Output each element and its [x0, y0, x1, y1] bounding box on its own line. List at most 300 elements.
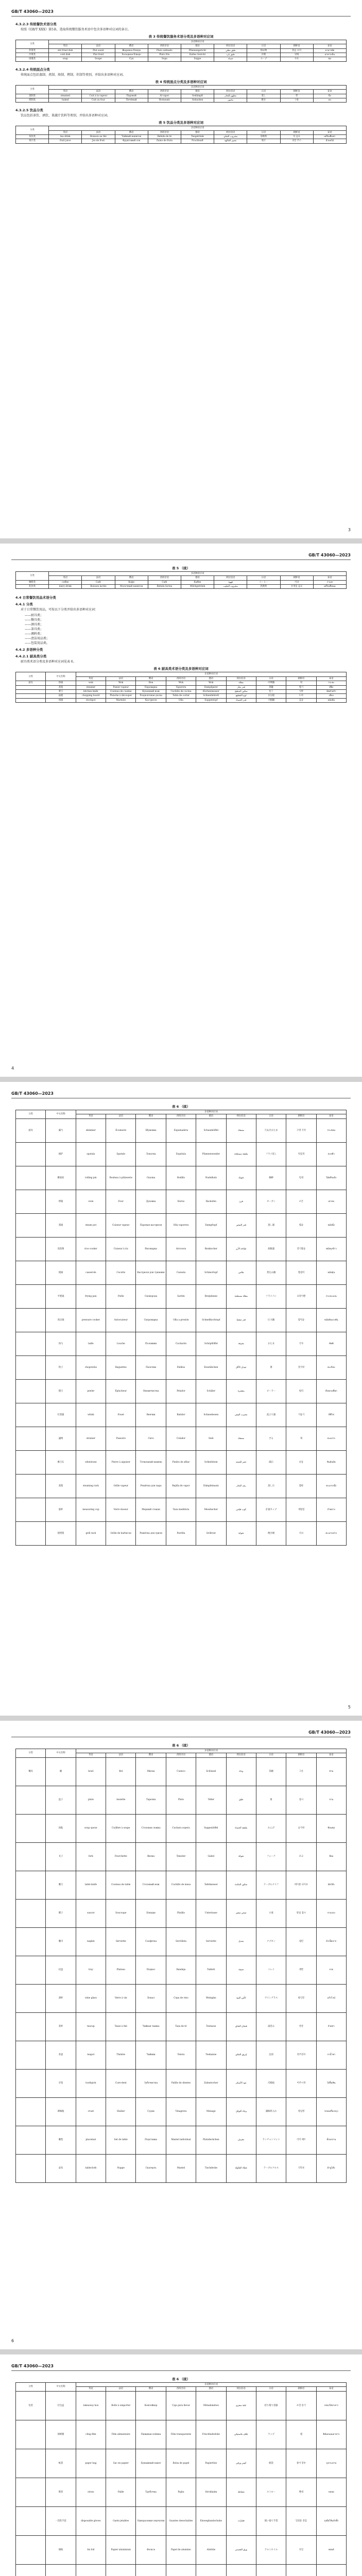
- table-cell: 커피: [280, 580, 313, 584]
- table-cell: Паровая кастрюля: [136, 1213, 166, 1237]
- table-cell: Schleifstein: [196, 1450, 226, 1474]
- table-cell: อบ: [313, 98, 346, 102]
- table-cell: 유제품 음료: [280, 585, 313, 589]
- table-cell: [16, 1842, 46, 1871]
- table-cell: เตาอบ: [316, 1190, 346, 1213]
- table-row: [16, 1118, 347, 1142]
- table-cell: frying pan: [76, 1284, 106, 1308]
- header-rule: [11, 2370, 351, 2371]
- table-cell: وعاء التوابل: [226, 2097, 256, 2126]
- table-cell: [16, 1786, 46, 1814]
- table-cell: 牙签: [46, 2069, 76, 2097]
- table-cell: 电饭煲: [46, 1237, 76, 1261]
- table-cell: หม้อตุ๋น: [316, 1261, 346, 1284]
- table-cell: Plato salteado: [148, 48, 181, 53]
- table-cell: ที่ปอกเปลือก: [316, 1379, 346, 1403]
- list-item: ——餐具类；: [25, 618, 44, 622]
- table-cell: 中華鍋: [256, 681, 286, 685]
- table-cell: 包丁: [256, 689, 286, 693]
- standard-code: GB/T 43060—2023: [11, 1091, 54, 1096]
- table-cell: Dampftopf: [196, 1213, 226, 1237]
- table-cell: Cuchillo de mesa: [166, 1871, 196, 1899]
- table-cell: トレイ: [256, 1956, 286, 1984]
- table-cell: 磨刀石: [46, 1450, 76, 1474]
- col-header-es: 西班牙语: [166, 676, 196, 681]
- table-cell: Alufolie: [196, 2535, 226, 2564]
- table-cell: Horno: [166, 1190, 196, 1213]
- table-cell: Teller: [196, 1786, 226, 1814]
- table-5: [15, 126, 347, 143]
- table-cell: Éplucheur: [106, 1379, 136, 1403]
- table-cell: Teetasse: [196, 2012, 226, 2041]
- table-cell: steaming rack: [76, 1474, 106, 1498]
- table-cell: ที่นึ่ง: [316, 685, 346, 689]
- col-header-fr: 法语: [106, 1753, 136, 1757]
- col-header-de: 德语: [196, 1753, 226, 1757]
- table-cell: [16, 1899, 46, 1927]
- table-cell: 厨具: [16, 681, 46, 685]
- table-cell: Spatule: [106, 1142, 136, 1166]
- col-header-group: 多语种对应词: [49, 85, 347, 89]
- table-cell: Boisson au thé: [82, 134, 115, 139]
- table-cell: Essstäbchen: [196, 1355, 226, 1379]
- table-cell: rice cooker: [76, 1237, 106, 1261]
- table-cell: Pfannenwender: [196, 1142, 226, 1166]
- table-cell: 炒锅: [46, 681, 76, 685]
- table-cell: Écumoire: [106, 1118, 136, 1142]
- table-cell: سكين المطبخ: [226, 689, 256, 693]
- col-header-cat: 分类: [16, 40, 49, 49]
- table-caption: 表 6 （续）: [171, 1743, 191, 1748]
- table-cell: teapot: [76, 2041, 106, 2069]
- table-cell: [76, 2564, 106, 2576]
- table-cell: مقشرة: [226, 1379, 256, 1403]
- table-cell: [16, 1498, 46, 1521]
- table-cell: علبة سفري: [226, 2391, 256, 2420]
- table-row: [16, 1956, 347, 1984]
- table-cell: طبق مقلي: [214, 48, 247, 53]
- table-cell: ฟอยล์: [316, 2535, 346, 2564]
- table-cell: Kaffee: [181, 580, 214, 584]
- table-cell: 오븐: [286, 1190, 316, 1213]
- table-cell: Espumadera: [166, 1118, 196, 1142]
- table-cell: Fruchtsaft: [181, 139, 214, 143]
- col-header-group: 多语种对应词: [49, 572, 347, 576]
- table-cell: Cazuela: [166, 1261, 196, 1284]
- table-cell: 체: [286, 1427, 316, 1450]
- table-row: [16, 48, 347, 53]
- table-cell: قفازات: [226, 2506, 256, 2535]
- table-cell: อาหารผัด: [313, 48, 346, 53]
- table-cell: tray: [76, 1956, 106, 1984]
- table-cell: Блюдце: [136, 1899, 166, 1927]
- table-cell: Serviette: [196, 1927, 226, 1956]
- table-cell: ملعقة مسطحة: [226, 1142, 256, 1166]
- table-cell: Dampfgarer: [196, 685, 226, 689]
- table-cell: placemat: [76, 2126, 106, 2154]
- table-cell: Servilleta: [166, 1927, 196, 1956]
- table-cell: หม้อต้ม: [316, 698, 346, 702]
- table-cell: Cuchara sopera: [166, 1814, 196, 1842]
- table-cell: [16, 1956, 46, 1984]
- table-cell: Vaporera: [166, 685, 196, 689]
- table-cell: [16, 1403, 46, 1427]
- table-cell: Four: [106, 1190, 136, 1213]
- table-cell: غلاف بلاستيكي: [226, 2420, 256, 2449]
- page-number: 5: [348, 1705, 351, 1709]
- table-cell: [16, 689, 46, 693]
- table-cell: Фольга: [136, 2535, 166, 2564]
- table-row: [16, 2449, 347, 2478]
- table-cell: Jus de fruit: [82, 139, 115, 143]
- table-row: [16, 1474, 347, 1498]
- table-cell: Rodillo: [166, 1166, 196, 1190]
- table-cell: [16, 1814, 46, 1842]
- table-cell: [16, 2535, 46, 2564]
- table-cell: 茶饮类: [16, 134, 49, 139]
- table-cell: paper bag: [76, 2449, 106, 2478]
- table-cell: 汤匙: [46, 1814, 76, 1842]
- table-cell: قدر ضغط: [226, 1308, 256, 1332]
- table-cell: 托盘: [46, 1956, 76, 1984]
- table-body: [16, 681, 347, 703]
- table-cell: Verre doseur: [106, 1498, 136, 1521]
- table-cell: 碗: [46, 1757, 76, 1786]
- table-cell: Cuiseur vapeur: [106, 1213, 136, 1237]
- table-cell: ชาม: [316, 1757, 346, 1786]
- table-cell: 調味料入れ: [256, 2097, 286, 2126]
- section-paragraph: 饮品包括茶饮、酒饮、果蔬汁饮料等类别，并给出多语种对应词。: [21, 114, 111, 118]
- table-cell: テーブルクロス: [256, 2154, 286, 2182]
- table-row: [16, 1213, 347, 1237]
- table-cell: 刨刀: [46, 1379, 76, 1403]
- table-cell: [16, 698, 46, 702]
- table-cell: Мерный стакан: [136, 1498, 166, 1521]
- table-cell: กล่องใส่อาหาร: [316, 2391, 346, 2420]
- col-header-ar: 阿拉伯语: [226, 2387, 256, 2391]
- table-cell: قهوة: [214, 580, 247, 584]
- table-cell: [226, 2564, 256, 2576]
- table-cell: 锡纸: [46, 2535, 76, 2564]
- table-cell: مضرب البيض: [226, 1403, 256, 1427]
- table-row: [16, 57, 347, 61]
- table-cell: Вок: [136, 681, 166, 685]
- table-cell: 냉채: [280, 53, 313, 57]
- table-cell: 乳饮类: [16, 585, 49, 589]
- table-cell: 平底锅: [46, 1284, 76, 1308]
- table-cell: Tafelmesser: [196, 1871, 226, 1899]
- table-cell: 打包盒: [46, 2391, 76, 2420]
- table-row: [16, 1237, 347, 1261]
- table-cell: Colador: [166, 1427, 196, 1450]
- table-cell: قدر التبخير: [226, 1213, 256, 1237]
- table-cell: 餐垫: [46, 2126, 76, 2154]
- table-cell: Bandeja: [166, 1956, 196, 1984]
- section-paragraph: 对于日常餐饮用品，可按以下分类并给出多语种对应词：: [21, 608, 98, 612]
- table-cell: Soupe: [82, 57, 115, 61]
- table-row: [16, 1142, 347, 1166]
- table-cell: 碟子: [46, 1899, 76, 1927]
- table-cell: まな板: [256, 694, 286, 698]
- table-cell: 漏勺: [46, 1118, 76, 1142]
- table-cell: นึ่ง: [313, 94, 346, 98]
- table-cell: 果汁: [247, 139, 280, 143]
- table-body: [16, 1757, 347, 2182]
- table-cell: 泡立て器: [256, 1403, 286, 1427]
- page-number: 4: [11, 1066, 14, 1071]
- col-header-ja: 日语: [256, 676, 286, 681]
- table-cell: tablecloth: [76, 2154, 106, 2182]
- table-cell: ตะหลิว: [316, 1142, 346, 1166]
- table-cell: مشروب الشاي: [214, 134, 247, 139]
- col-header-ar: 阿拉伯语: [214, 130, 247, 134]
- table-cell: 滤网: [46, 1427, 76, 1450]
- table-cell: Бокал: [136, 1984, 166, 2012]
- col-header-ru: 俄语: [136, 1753, 166, 1757]
- table-cell: طباخة الأرز: [226, 1237, 256, 1261]
- table-cell: Al vapor: [148, 94, 181, 98]
- table-cell: Teekanne: [196, 2041, 226, 2069]
- col-header-ja: 日语: [256, 2387, 286, 2391]
- col-header-ko: 朝鲜语: [280, 44, 313, 48]
- list-item: ——酒具类；: [25, 623, 44, 627]
- table-cell: Mantel individual: [166, 2126, 196, 2154]
- col-header-fr: 法语: [82, 44, 115, 48]
- table-cell: Olla: [166, 698, 196, 702]
- table-row: [16, 2069, 347, 2097]
- table-cell: 筷子: [46, 1355, 76, 1379]
- table-cell: 필러: [286, 1379, 316, 1403]
- col-header-de: 德语: [196, 1114, 226, 1118]
- table-cell: 果汁类: [16, 139, 49, 143]
- table-cell: ขวดเครื่องปรุง: [316, 2097, 346, 2126]
- table-row: [16, 1403, 347, 1427]
- table-cell: [16, 1474, 46, 1498]
- table-cell: Tabla de cortar: [166, 694, 196, 698]
- table-cell: ملعقة الحساء: [226, 1814, 256, 1842]
- table-cell: น้ำผลไม้: [313, 139, 346, 143]
- table-cell: 餐巾: [46, 1927, 76, 1956]
- table-cell: 찻잔: [286, 2012, 316, 2041]
- table-cell: กาน้ำชา: [316, 2041, 346, 2069]
- col-header-cname: 中文名称: [46, 2383, 76, 2392]
- table-cell: 찐: [280, 94, 313, 98]
- table-cell: عود الأسنان: [226, 2069, 256, 2097]
- table-cell: Печёный: [115, 98, 148, 102]
- table-cell: Schaumlöffel: [196, 1118, 226, 1142]
- table-cell: Венчик: [136, 1403, 166, 1427]
- table-cell: 식탁보: [286, 2154, 316, 2182]
- table-cell: 포장 용기: [286, 2391, 316, 2420]
- table-cell: ช้อนซุป: [316, 1814, 346, 1842]
- section-heading: 4.4.2.1 厨具类分类: [15, 654, 47, 659]
- table-cell: ざる: [256, 1427, 286, 1450]
- table-cell: oven: [76, 1190, 106, 1213]
- table-cell: アルミホイル: [256, 2535, 286, 2564]
- document-page-1: [0, 0, 362, 538]
- table-cell: [16, 2478, 46, 2506]
- section-heading: 4.3.2.5 饮品分类: [15, 108, 43, 113]
- table-cell: [256, 2564, 286, 2576]
- table-cell: Тарелка: [136, 1786, 166, 1814]
- col-header-group: 多语种对应词: [49, 40, 347, 44]
- table-cell: Einweghandschuhe: [196, 2506, 226, 2535]
- table-row: [16, 2478, 347, 2506]
- table-cell: rolling pin: [76, 1166, 106, 1190]
- table-cell: Autocuiseur: [106, 1308, 136, 1332]
- table-row: [16, 2535, 347, 2564]
- table-cell: كأس النبيذ: [226, 1984, 256, 2012]
- page-content: [15, 2374, 347, 2576]
- table-cell: Papiertüte: [196, 2449, 226, 2478]
- table-cell: dairy drink: [49, 585, 82, 589]
- table-cell: 包装: [16, 2391, 46, 2420]
- col-header-en: 英语: [49, 44, 82, 48]
- table-cell: Zumo de fruta: [148, 139, 181, 143]
- page-number: 3: [348, 528, 351, 532]
- table-cell: 호일: [286, 2535, 316, 2564]
- table-cell: saucer: [76, 1899, 106, 1927]
- table-cell: 茶杯: [46, 2012, 76, 2041]
- col-header-th: 泰语: [313, 576, 346, 580]
- table-cell: wok: [76, 681, 106, 685]
- table-cell: Plato: [166, 1786, 196, 1814]
- table-cell: Palillos: [166, 1355, 196, 1379]
- col-header-en: 英语: [76, 676, 106, 681]
- table-cell: コーヒー: [247, 580, 280, 584]
- col-header-group: 多语种对应词: [49, 126, 347, 130]
- table-caption: 表 3 传统餐饮服务术语分类及多语种对应词: [148, 35, 214, 39]
- table-cell: stockpot: [76, 698, 106, 702]
- table-cell: Молочный напиток: [115, 585, 148, 589]
- table-cell: disposable gloves: [76, 2506, 106, 2535]
- table-cell: Tischdecke: [196, 2154, 226, 2182]
- table-cell: Cuit à la vapeur: [82, 94, 115, 98]
- table-cell: 양념병: [286, 2097, 316, 2126]
- table-cell: رف البخار: [226, 1474, 256, 1498]
- standard-code: GB/T 43060—2023: [11, 2364, 54, 2368]
- table-cell: cold dish: [49, 53, 82, 57]
- table-cell: Grille vapeur: [106, 1474, 136, 1498]
- table-cell: Cuchillo de cocina: [166, 689, 196, 693]
- col-header-de: 德语: [181, 130, 214, 134]
- table-row: [16, 1190, 347, 1213]
- table-cell: スープ: [247, 57, 280, 61]
- table-cell: steam pot: [76, 1213, 106, 1237]
- table-cell: ไม้จิ้มฟัน: [316, 2069, 346, 2097]
- table-cell: ถ้วยชา: [316, 2012, 346, 2041]
- table-cell: [16, 1284, 46, 1308]
- col-header-fr: 法语: [106, 676, 136, 681]
- table-row: [16, 1757, 347, 1786]
- table-cell: [16, 1261, 46, 1284]
- col-header-ar: 阿拉伯语: [226, 676, 256, 681]
- table-cell: Sartén: [166, 1284, 196, 1308]
- table-cell: 접시: [286, 1786, 316, 1814]
- table-cell: [16, 1984, 46, 2012]
- table-cell: 찜기: [286, 685, 316, 689]
- table-cell: Кастрюля: [136, 698, 166, 702]
- table-cell: Set de table: [106, 2126, 136, 2154]
- table-cell: 찜솥: [286, 1213, 316, 1237]
- table-row: [16, 1842, 347, 1871]
- col-header-en: 英语: [49, 130, 82, 134]
- table-cell: [16, 2012, 46, 2041]
- list-item: ——清洁用品类；: [25, 637, 50, 641]
- page-content: [15, 20, 347, 144]
- table-cell: مصفاة: [226, 1427, 256, 1450]
- table-cell: Paille: [106, 2478, 136, 2506]
- table-cell: chopsticks: [76, 1355, 106, 1379]
- table-row: [16, 53, 347, 57]
- table-cell: 랩: [286, 2420, 316, 2449]
- table-cell: Suppe: [181, 57, 214, 61]
- table-row: [16, 694, 347, 698]
- table-cell: 餐刀: [46, 1871, 76, 1899]
- table-row: [16, 1927, 347, 1956]
- table-cell: مشروب الحليب: [214, 585, 247, 589]
- table-cell: 冷菜: [247, 53, 280, 57]
- table-cell: Pajita: [166, 2478, 196, 2506]
- table-cell: حجر الشحذ: [226, 1450, 256, 1474]
- table-cell: Кухонный нож: [136, 689, 166, 693]
- table-cell: Batidor: [166, 1403, 196, 1427]
- table-cell: 蒸笼: [46, 685, 76, 689]
- table-cell: [16, 1927, 46, 1956]
- table-cell: 焼き: [247, 98, 280, 102]
- col-header-cat: 分类: [16, 1749, 46, 1758]
- table-cell: Холодное блюдо: [115, 53, 148, 57]
- standard-code: GB/T 43060—2023: [308, 553, 351, 557]
- table-cell: Zahnstocher: [196, 2069, 226, 2097]
- col-header-ru: 俄语: [136, 1114, 166, 1118]
- table-cell: baked: [49, 98, 82, 102]
- table-cell: Schneidebrett: [196, 694, 226, 698]
- table-cell: 전기밥솥: [286, 1237, 316, 1261]
- table-cell: 湯呑み: [256, 2012, 286, 2041]
- table-cell: Weinglas: [196, 1984, 226, 2012]
- col-header-ja: 日语: [256, 1753, 286, 1757]
- table-cell: soup: [49, 57, 82, 61]
- table-cell: 茶碗: [256, 1757, 286, 1786]
- table-row: [16, 1814, 347, 1842]
- table-cell: Столовый нож: [136, 1871, 166, 1899]
- table-cell: フライパン: [256, 1284, 286, 1308]
- table-cell: Café: [148, 580, 181, 584]
- table-cell: كيس ورقي: [226, 2449, 256, 2478]
- table-caption: 表 4 传统面点分类及多语种对应词: [155, 79, 207, 84]
- table-cell: หลอด: [316, 2478, 346, 2506]
- col-header-ja: 日语: [247, 576, 280, 580]
- table-cell: 砥石: [256, 1450, 286, 1474]
- table-cell: Couteau de table: [106, 1871, 136, 1899]
- table-row: [16, 2154, 347, 2182]
- table-cell: ไม้คลึงแป้ง: [316, 1166, 346, 1190]
- col-header-th: 泰语: [316, 1753, 346, 1757]
- table-cell: [16, 1213, 46, 1237]
- table-cell: مقلاة: [226, 681, 256, 685]
- table-cell: شواية: [226, 1521, 256, 1545]
- table-cell: 거품기: [286, 1403, 316, 1427]
- standard-code: GB/T 43060—2023: [308, 1730, 351, 1735]
- col-header-fr: 法语: [106, 2387, 136, 2391]
- table-cell: 차 음료: [280, 134, 313, 139]
- table-cell: Boisson lactée: [82, 585, 115, 589]
- list-item: ——调料类；: [25, 632, 44, 636]
- table-cell: Sopa: [148, 57, 181, 61]
- table-cell: [16, 2506, 46, 2535]
- table-row: [16, 94, 347, 98]
